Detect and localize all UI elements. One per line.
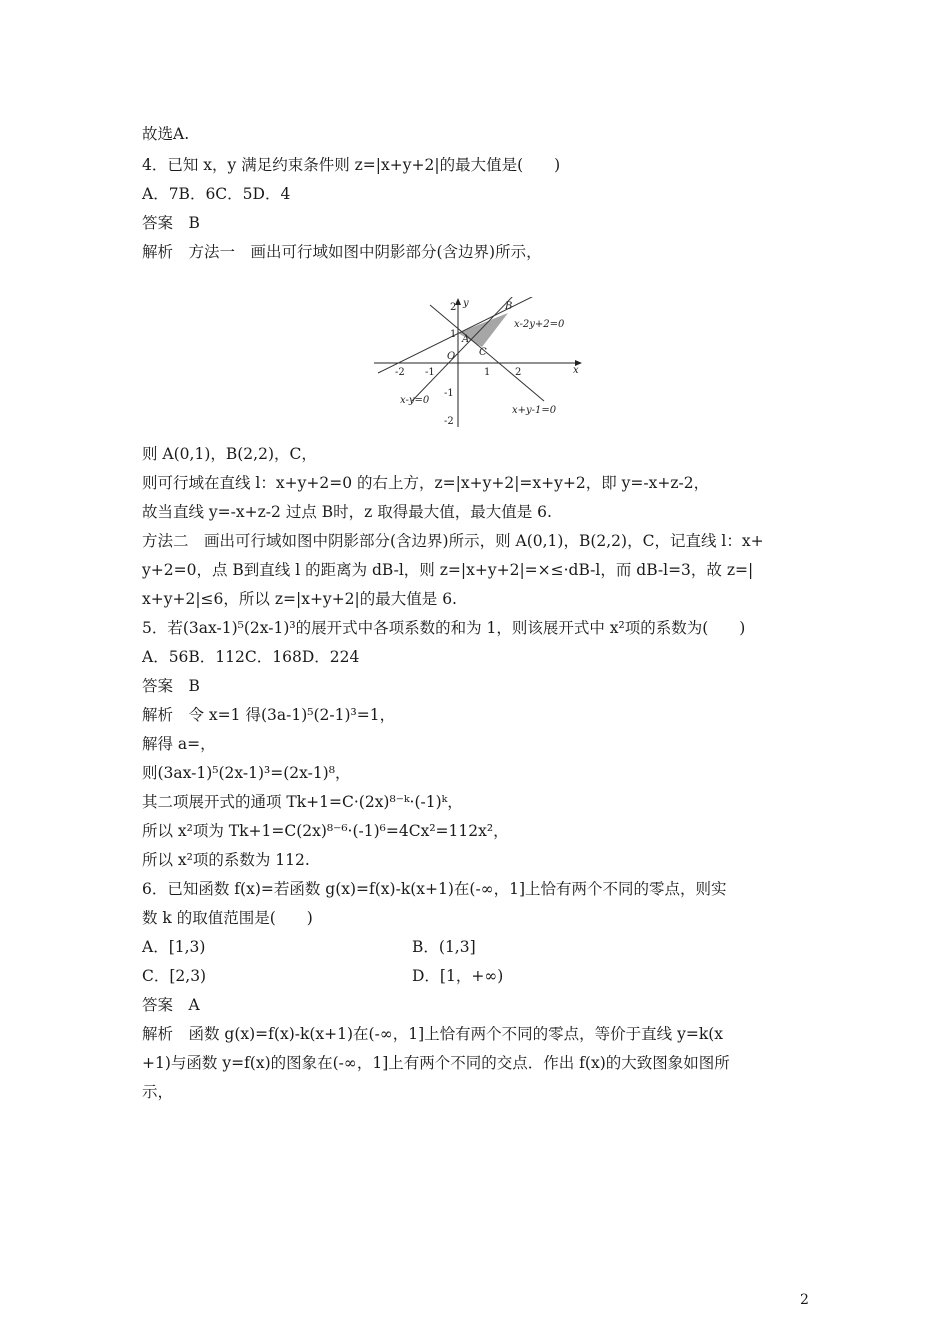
point-c-label: C	[479, 347, 487, 358]
line-label-x-y-0: x-y=0	[400, 395, 430, 406]
analysis-6-line-3: 示，	[142, 1083, 174, 1101]
feasible-region-figure	[372, 297, 586, 433]
option-c: C．[2,3)	[142, 967, 207, 985]
question-5-options: A．56B．112C．168D．224	[142, 648, 360, 666]
analysis-6-line-1: 解析 函数 g(x)=f(x)-k(x+1)在(-∞，1]上恰有两个不同的零点，等价于直线 y=k(x	[142, 1025, 724, 1043]
analysis-5-line-5: 所以 x²项为 Tk+1=C(2x)⁸⁻⁶·(-1)⁶=4Cx²=112x²，	[142, 822, 509, 840]
answer-4: 答案 B	[142, 214, 200, 232]
question-4: 4．已知 x，y 满足约束条件则 z=|x+y+2|的最大值是( )	[142, 156, 561, 174]
x-tick-2: 2	[515, 367, 522, 378]
point-b-label: B	[505, 301, 513, 312]
question-6-line-2: 数 k 的取值范围是( )	[142, 909, 313, 927]
method-2-line-1: 方法二 画出可行域如图中阴影部分(含边界)所示，则 A(0,1)，B(2,2)，C，记直线 l：x+	[142, 532, 764, 550]
origin-label: O	[447, 351, 456, 362]
point-a-label: A	[462, 334, 470, 345]
option-b: B．(1,3]	[412, 938, 476, 956]
y-tick-neg1: -1	[444, 388, 454, 399]
text-line-1: 故选A.	[142, 125, 190, 143]
analysis-4-line-2: 则可行域在直线 l：x+y+2=0 的右上方，z=|x+y+2|=x+y+2，即 y=-x+z-2，	[142, 474, 710, 492]
method-2-line-2: y+2=0，点 B到直线 l 的距离为 dB-l，则 z=|x+y+2|=×≤·dB-l，而 dB-l=3，故 z=|	[142, 561, 754, 579]
analysis-5-line-4: 其二项展开式的通项 Tk+1=C·(2x)⁸⁻ᵏ·(-1)ᵏ，	[142, 793, 463, 811]
method-2-line-3: x+y+2|≤6，所以 z=|x+y+2|的最大值是 6.	[142, 590, 457, 608]
y-axis-label: y	[463, 298, 469, 309]
page-number: 2	[800, 1292, 809, 1308]
x-tick-neg1: -1	[425, 367, 435, 378]
analysis-4-intro: 解析 方法一 画出可行域如图中阴影部分(含边界)所示，	[142, 243, 542, 261]
line-label-x-y-1: x+y-1=0	[512, 405, 557, 416]
x-tick-neg2: -2	[395, 367, 405, 378]
answer-5: 答案 B	[142, 677, 200, 695]
option-a: A．[1,3)	[142, 938, 206, 956]
y-tick-2: 2	[450, 302, 457, 313]
question-4-options: A．7B．6C．5D．4	[142, 185, 291, 203]
analysis-5-line-2: 解得 a=，	[142, 735, 216, 753]
y-tick-1: 1	[450, 329, 457, 340]
x-tick-1: 1	[484, 367, 491, 378]
analysis-5-line-6: 所以 x²项的系数为 112.	[142, 851, 310, 869]
x-axis-label: x	[573, 365, 579, 376]
option-d: D．[1，+∞)	[412, 967, 504, 985]
analysis-5-line-1: 解析 令 x=1 得(3a-1)⁵(2-1)³=1，	[142, 706, 396, 724]
line-label-x-2y-2: x-2y+2=0	[514, 319, 565, 330]
question-6-line-1: 6．已知函数 f(x)=若函数 g(x)=f(x)-k(x+1)在(-∞，1]上恰有两个不同的零点，则实	[142, 880, 727, 898]
analysis-5-line-3: 则(3ax-1)⁵(2x-1)³=(2x-1)⁸，	[142, 764, 351, 782]
points-line: 则 A(0,1)，B(2,2)，C，	[142, 445, 317, 463]
y-tick-neg2: -2	[444, 416, 454, 427]
analysis-6-line-2: +1)与函数 y=f(x)的图象在(-∞，1]上有两个不同的交点．作出 f(x)的大致图象如图所	[142, 1054, 730, 1072]
analysis-4-line-3: 故当直线 y=-x+z-2 过点 B时，z 取得最大值，最大值是 6.	[142, 503, 552, 521]
question-5: 5．若(3ax-1)⁵(2x-1)³的展开式中各项系数的和为 1，则该展开式中 x²项的系数为( )	[142, 619, 746, 637]
answer-6: 答案 A	[142, 996, 200, 1014]
